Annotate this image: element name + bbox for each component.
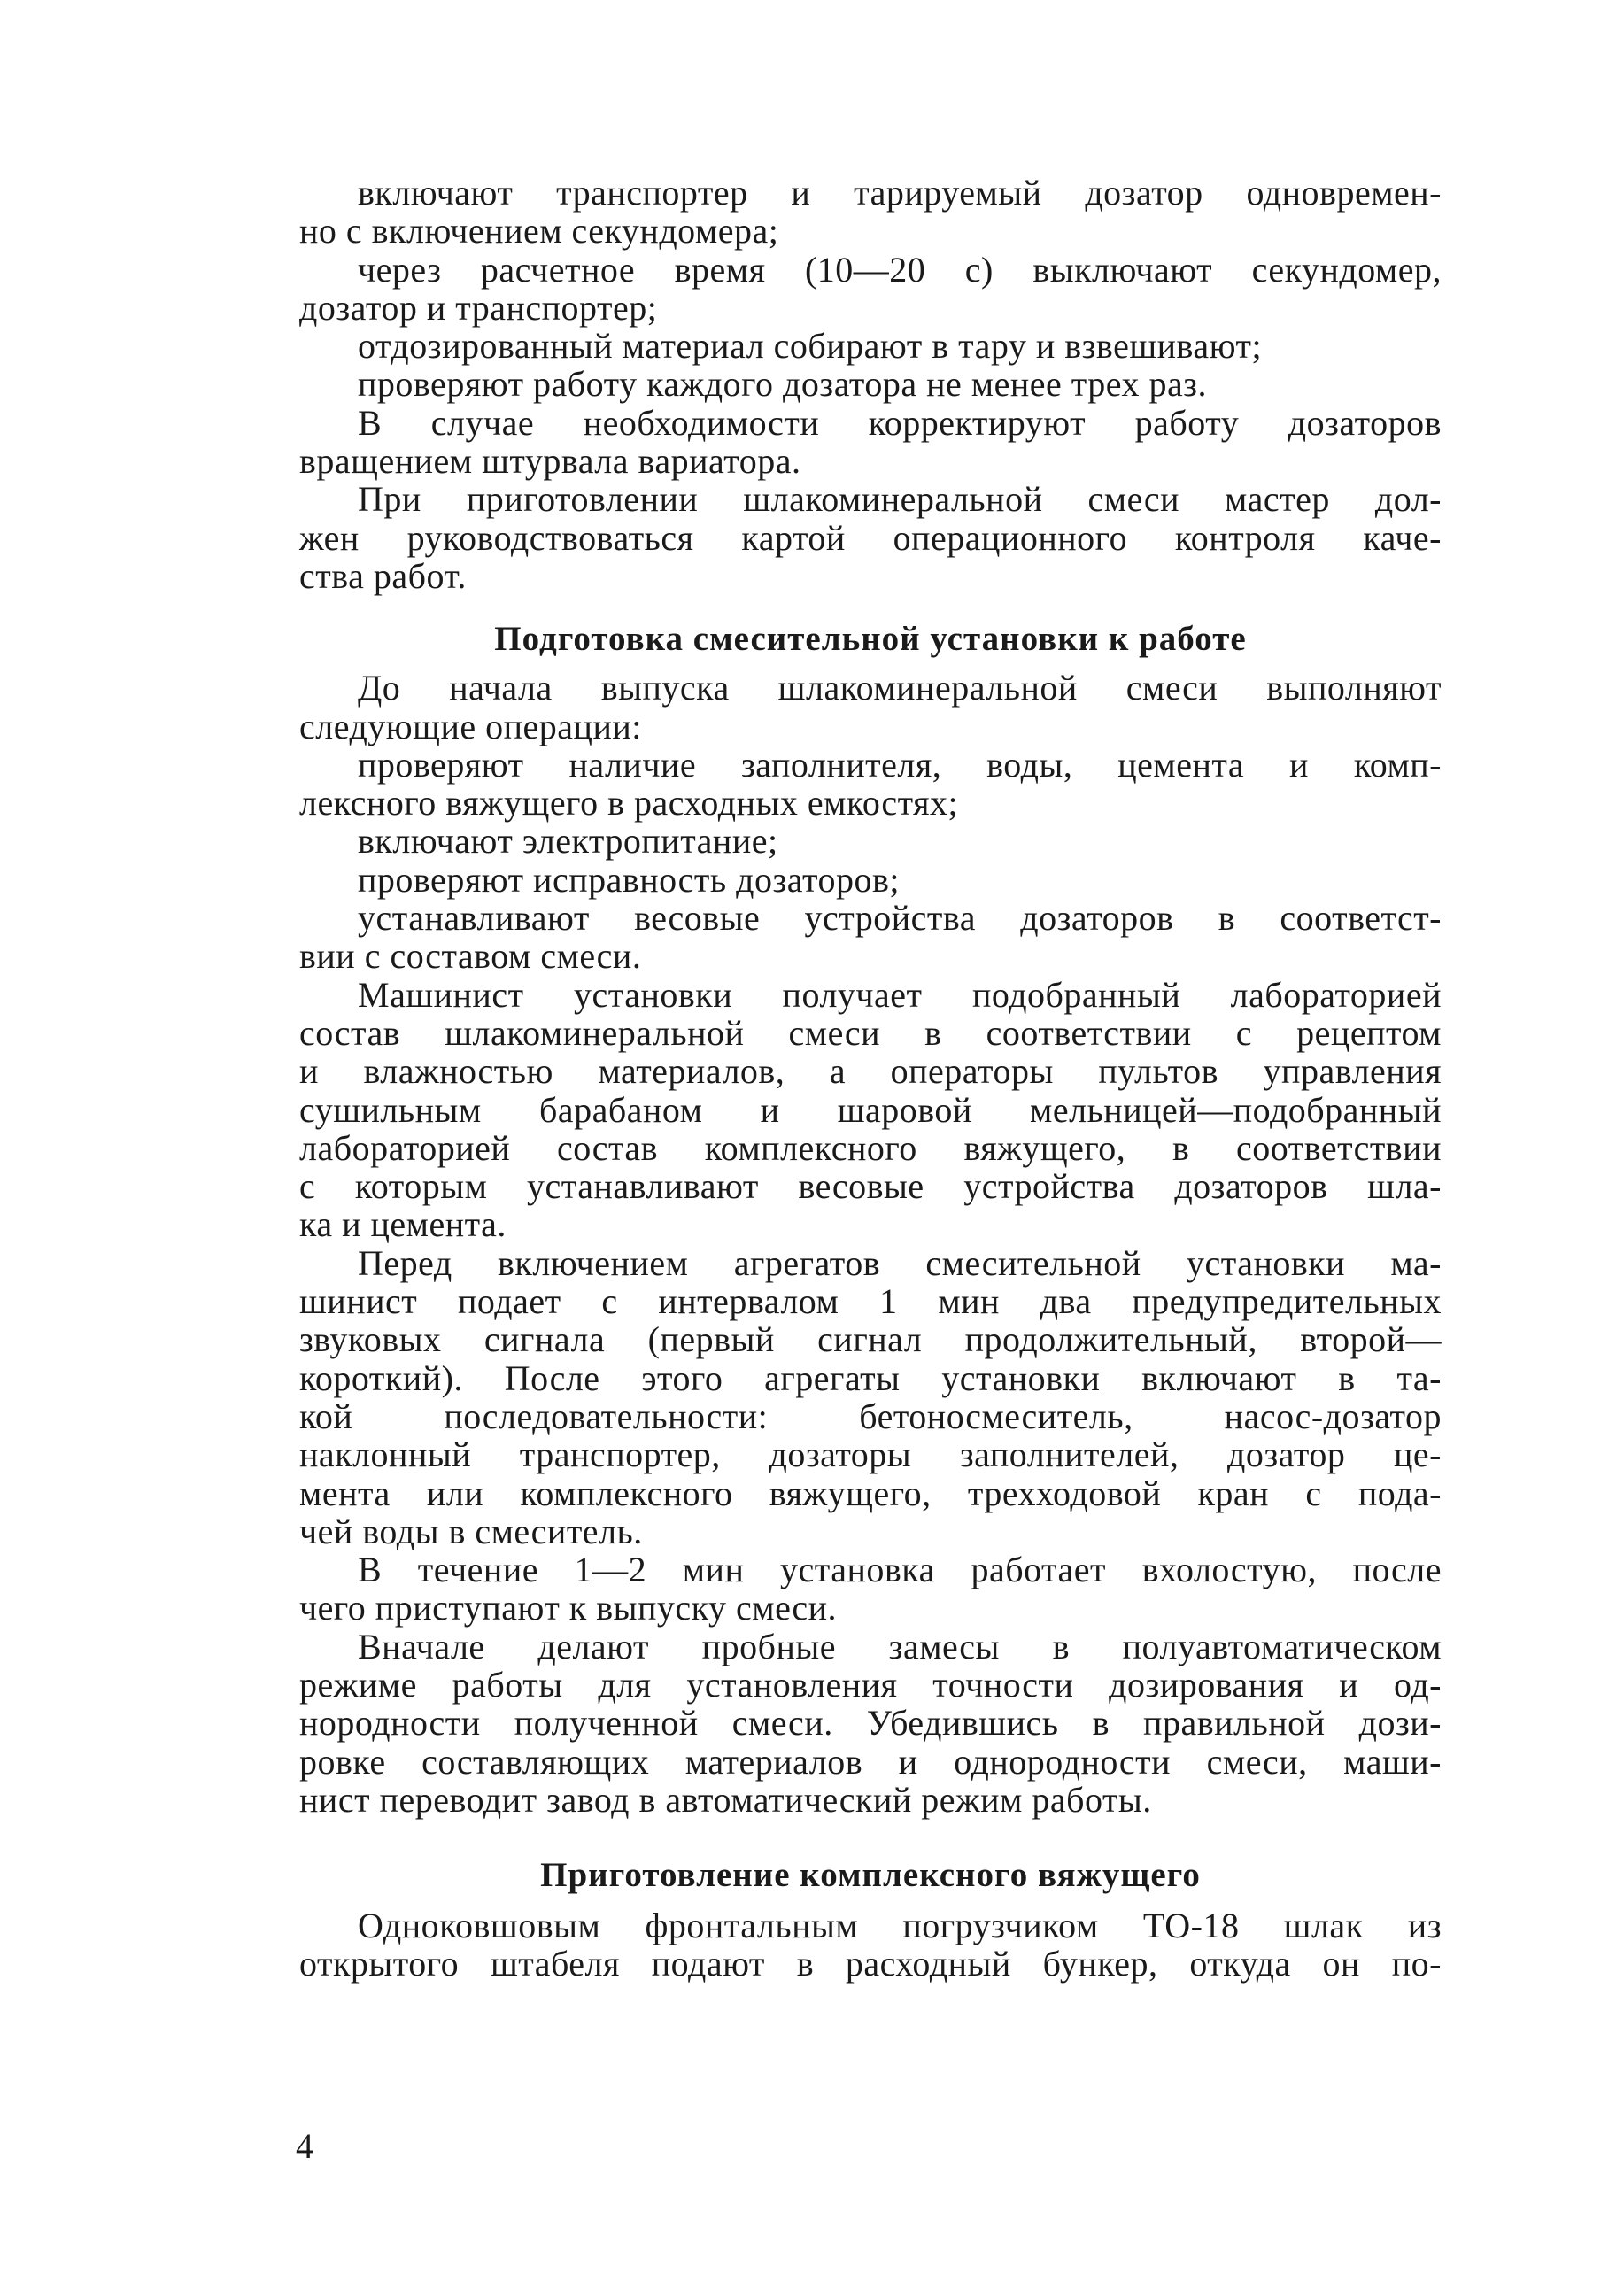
- text-line: При приготовлении шлакоминеральной смеси мастер дол-: [358, 479, 1442, 520]
- text-line: шинист подает с интервалом 1 мин два предупредительных: [299, 1281, 1442, 1322]
- text-line: и влажностью материалов, а операторы пультов управления: [299, 1051, 1442, 1092]
- text-line: нородности полученной смеси. Убедившись в правильной дози-: [299, 1703, 1442, 1744]
- text-line: чего приступают к выпуску смеси.: [299, 1588, 837, 1628]
- text-block-bottom: [299, 1906, 1442, 1984]
- section-heading: Подготовка смесительной установки к работе: [494, 620, 1247, 659]
- text-line: До начала выпуска шлакоминеральной смеси выполняют: [358, 668, 1442, 708]
- text-line: но с включением секундомера;: [299, 211, 779, 251]
- text-block-middle: [299, 669, 1442, 1819]
- page-number: 4: [296, 2126, 313, 2166]
- text-line: Одноковшовым фронтальным погрузчиком ТО-18 шлак из: [358, 1906, 1442, 1946]
- text-line: проверяют исправность дозаторов;: [358, 859, 900, 900]
- section-heading: Приготовление комплексного вяжущего: [540, 1856, 1201, 1895]
- text-line: звуковых сигнала (первый сигнал продолжительный, второй—: [299, 1319, 1442, 1360]
- text-line: вращением штурвала вариатора.: [299, 441, 801, 482]
- text-line: устанавливают весовые устройства дозаторов в соответст-: [358, 898, 1442, 939]
- paragraph: [299, 669, 1442, 746]
- text-line: чей воды в смеситель.: [299, 1511, 643, 1551]
- paragraph: [299, 1550, 1442, 1628]
- paragraph: [299, 480, 1442, 595]
- text-line: состав шлакоминеральной смеси в соответствии с рецептом: [299, 1012, 1442, 1053]
- paragraph: [299, 746, 1442, 823]
- text-block-top: [299, 174, 1442, 595]
- text-line: открытого штабеля подают в расходный бункер, откуда он по-: [299, 1944, 1442, 1984]
- text-line: В случае необходимости корректируют работу дозаторов: [358, 402, 1442, 443]
- paragraph: [299, 251, 1442, 328]
- paragraph: [299, 365, 1442, 403]
- text-line: следующие операции:: [299, 706, 642, 746]
- text-line: нист переводит завод в автоматический режим работы.: [299, 1779, 1152, 1820]
- paragraph: [299, 174, 1442, 251]
- text-line: лексного вяжущего в расходных емкостях;: [299, 783, 959, 824]
- text-line: вии с составом смеси.: [299, 936, 642, 977]
- text-line: включают электропитание;: [358, 821, 778, 862]
- text-line: через расчетное время (10—20 с) выключают секундомер,: [358, 249, 1442, 290]
- text-line: проверяют наличие заполнителя, воды, цемента и комп-: [358, 744, 1442, 785]
- text-line: отдозированный материал собирают в тару и взвешивают;: [358, 326, 1263, 367]
- text-line: Вначале делают пробные замесы в полуавтоматическом: [358, 1626, 1442, 1666]
- text-line: ства работ.: [299, 555, 467, 596]
- paragraph: [299, 1628, 1442, 1819]
- paragraph: [299, 1244, 1442, 1550]
- text-line: ровке составляющих материалов и однородности смеси, маши-: [299, 1741, 1442, 1782]
- text-line: ка и цемента.: [299, 1204, 507, 1245]
- text-line: сушильным барабаном и шаровой мельницей—подобранный: [299, 1089, 1442, 1130]
- text-line: с которым устанавливают весовые устройства дозаторов шла-: [299, 1166, 1442, 1207]
- text-line: Перед включением агрегатов смесительной установки ма-: [358, 1242, 1442, 1283]
- paragraph: [299, 899, 1442, 976]
- text-line: кой последовательности: бетоносмеситель, насос-дозатор: [299, 1396, 1442, 1436]
- text-line: Машинист установки получает подобранный лабораторией: [358, 974, 1442, 1015]
- text-line: короткий). После этого агрегаты установки включают в та-: [299, 1357, 1442, 1398]
- text-line: режиме работы для установления точности дозирования и од-: [299, 1664, 1442, 1705]
- paragraph: [299, 976, 1442, 1244]
- paragraph: [299, 822, 1442, 860]
- text-line: В течение 1—2 мин установка работает вхолостую, после: [358, 1550, 1442, 1590]
- text-line: мента или комплексного вяжущего, трехходовой кран с пода-: [299, 1473, 1442, 1513]
- text-line: включают транспортер и тарируемый дозатор одновремен-: [358, 173, 1442, 213]
- paragraph: [299, 327, 1442, 365]
- text-line: дозатор и транспортер;: [299, 287, 658, 328]
- text-line: проверяют работу каждого дозатора не менее трех раз.: [358, 364, 1208, 405]
- paragraph: [299, 861, 1442, 899]
- text-line: жен руководствоваться картой операционного контроля каче-: [299, 517, 1442, 558]
- text-line: наклонный транспортер, дозаторы заполнителей, дозатор це-: [299, 1434, 1442, 1475]
- page-body: [299, 174, 1442, 1984]
- paragraph: [299, 1906, 1442, 1984]
- paragraph: [299, 404, 1442, 481]
- text-line: лабораторией состав комплексного вяжущего, в соответствии: [299, 1127, 1442, 1168]
